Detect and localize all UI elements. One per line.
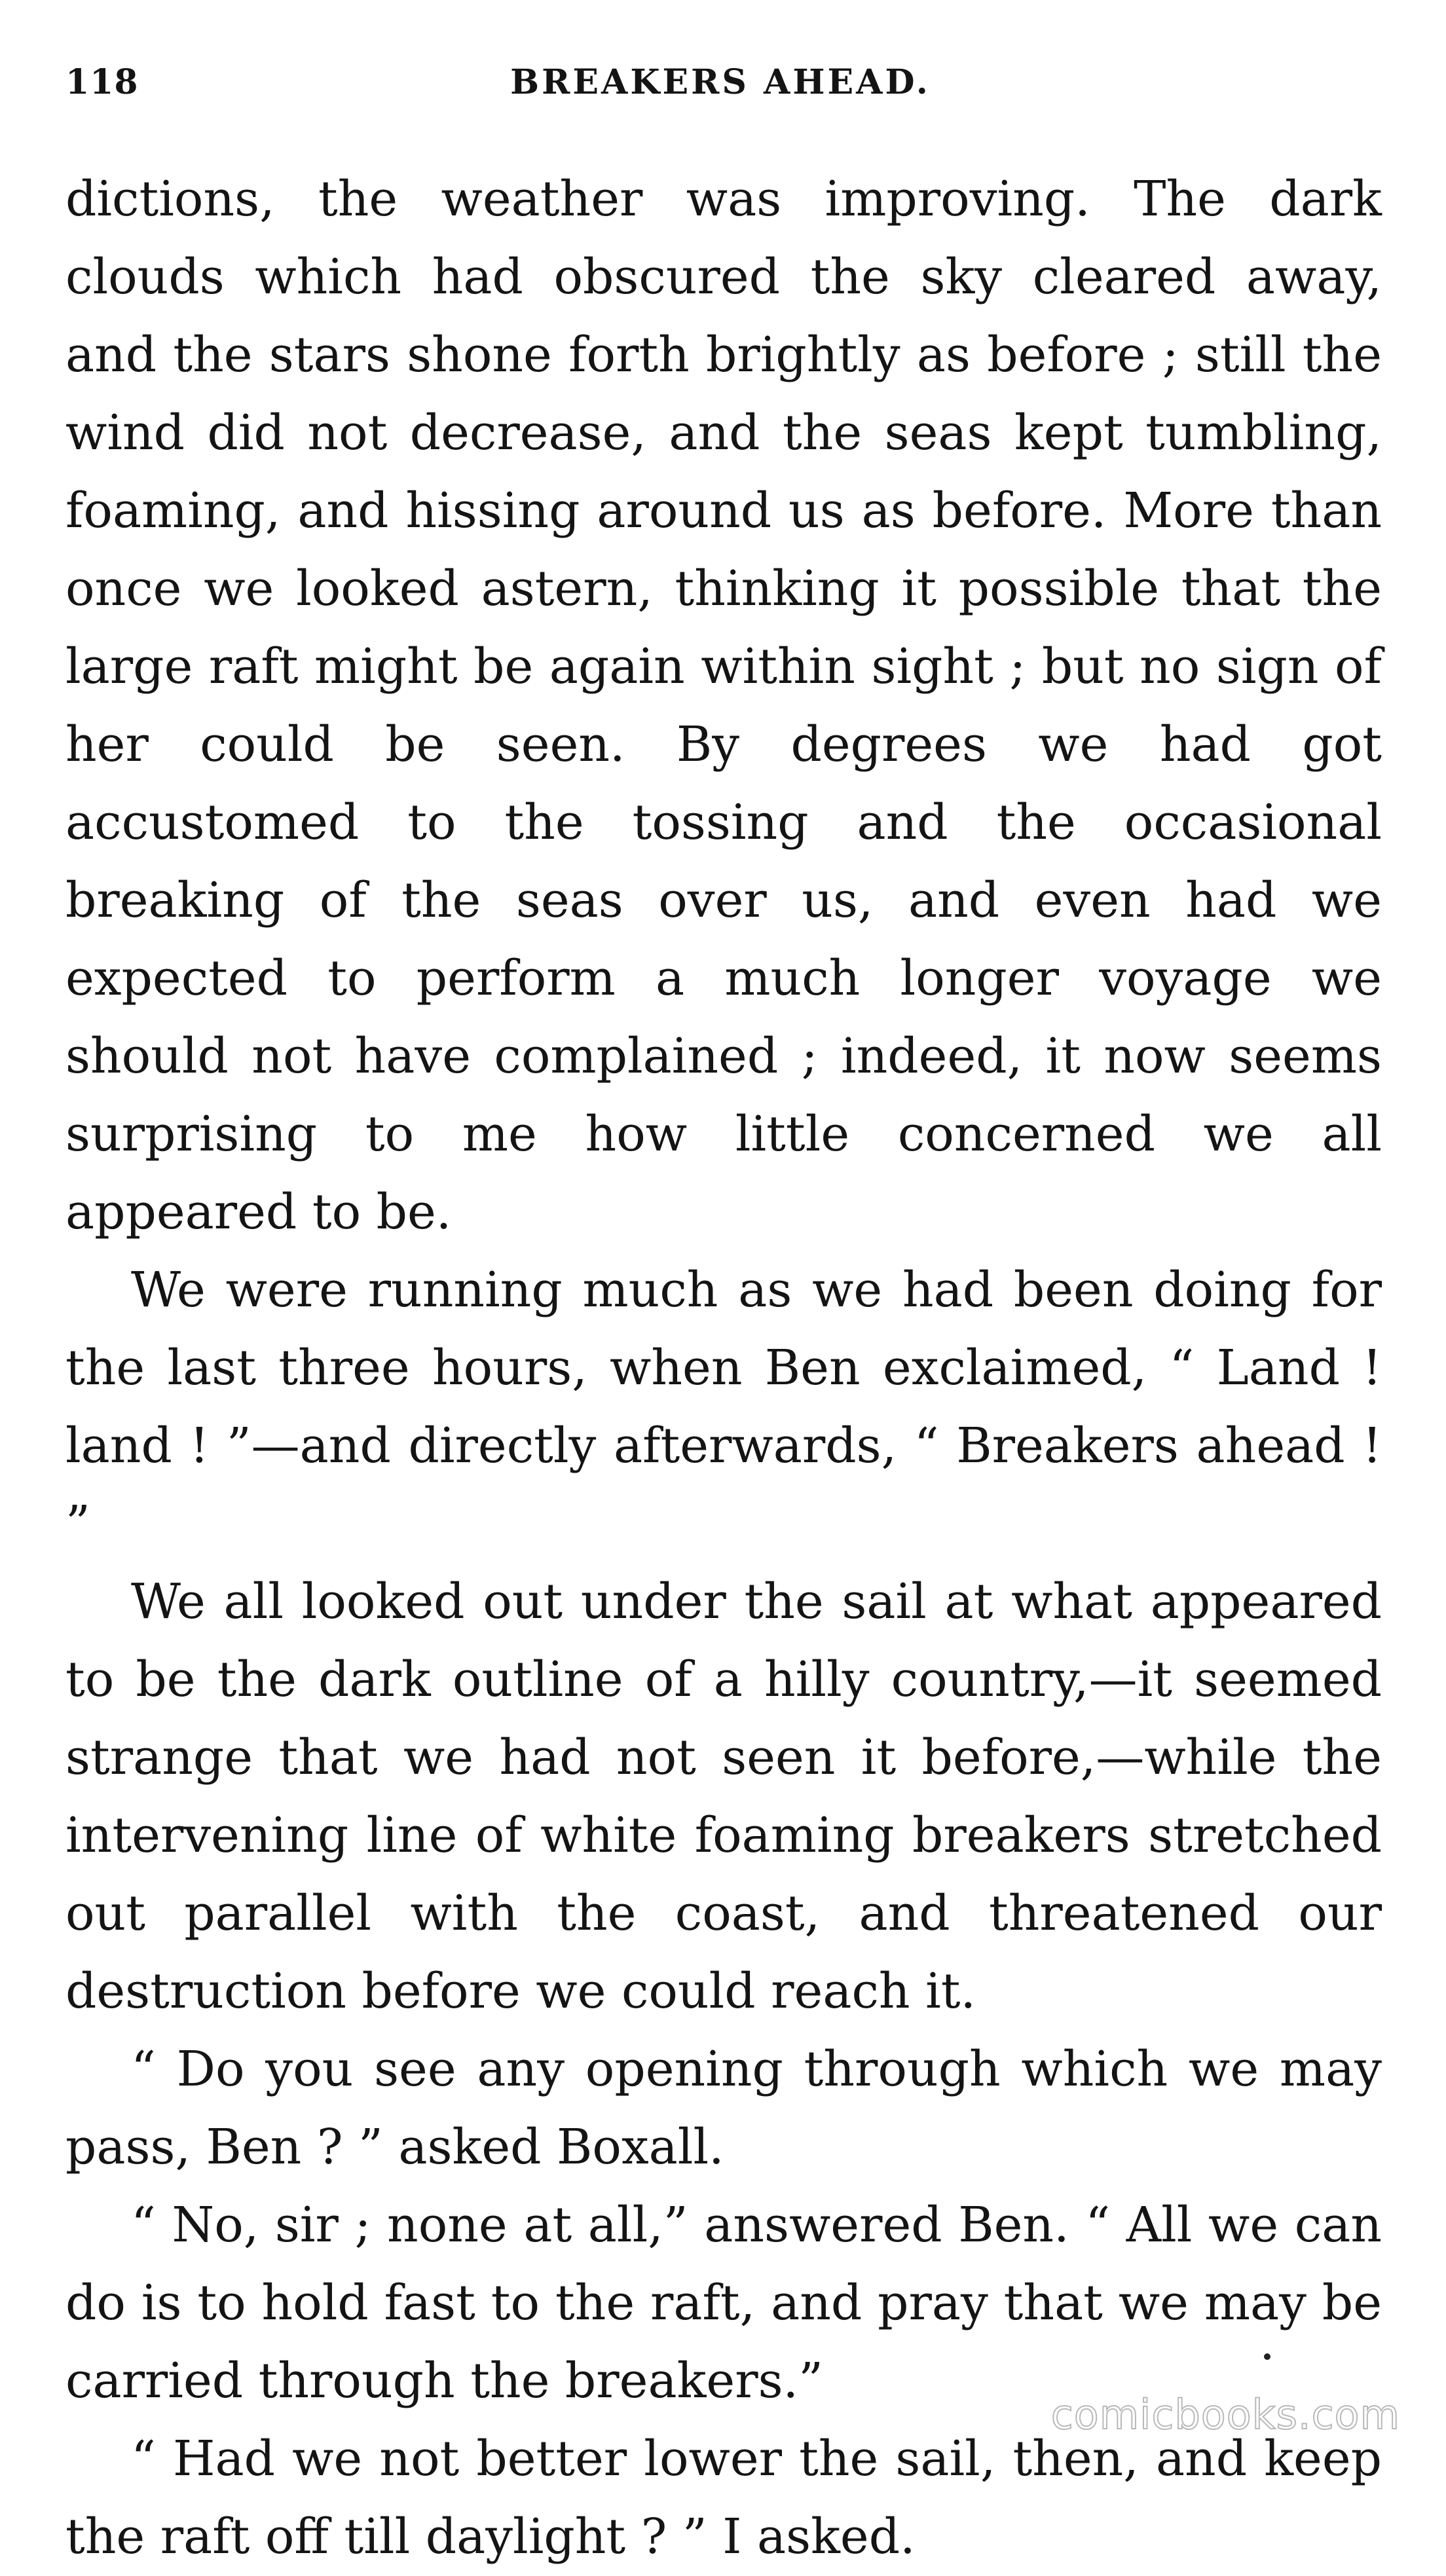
paragraph: We all looked out under the sail at what appeared to be the dark outline of a hilly country,—it seemed strange that we had not seen it before,—while the intervening line of white foaming breakers stretched out parallel with the coast, and threatened our destruction before we could reach it. [65,1573,1382,2019]
body-text [65,160,1382,2576]
watermark: comicbooks.com [1050,2391,1400,2438]
running-title: BREAKERS AHEAD. [510,62,931,102]
paragraph: We were running much as we had been doing for the last three hours, when Ben exclaimed, “ Land ! land ! ”—and directly afterwards, “ Breakers ahead ! ” [65,1262,1382,1552]
paragraph: “ No, sir ; none at all,” answered Ben. “ All we can do is to hold fast to the raft, and pray that we may be carried through the breakers.” [65,2197,1382,2409]
ink-speck [1264,2353,1270,2360]
page-number: 118 [65,62,139,102]
paragraph: “ Do you see any opening through which we may pass, Ben ? ” asked Boxall. [65,2041,1382,2175]
running-head [65,62,1375,121]
paragraph: “ Had we not better lower the sail, then, and keep the raft off till daylight ? ” I asked. [65,2431,1382,2565]
paragraph-continued: dictions, the weather was improving. The dark clouds which had obscured the sky cleared away, and the stars shone forth brightly as before ; still the wind did not decrease, and the seas kept tumbling, foaming, and hissing around us as before. More than once we looked astern, thinking it possible that the large raft might be again within sight ; but no sign of her could be seen. By degrees we had got accustomed to the tossing and the occasional breaking of the seas over us, and even had we expected to perform a much longer voyage we should not have complained ; indeed, it now seems surprising to me how little concerned we all appeared to be. [65,171,1382,1240]
